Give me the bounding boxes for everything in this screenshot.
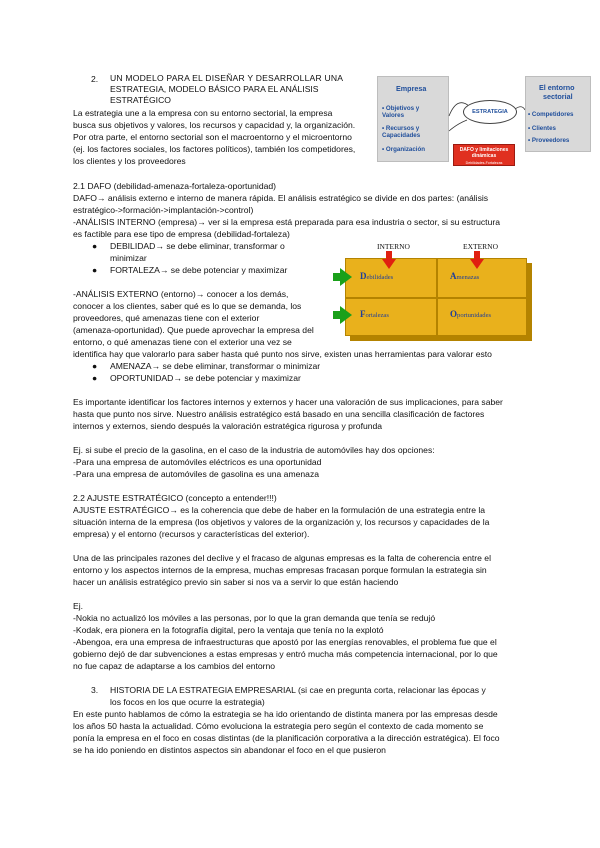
section-number: 2. [91, 74, 99, 84]
section-number: 3. [91, 685, 99, 695]
bullet-icon: ● [92, 361, 98, 371]
externo-line: conocer a los clientes, saber qué es lo que se demanda, los [73, 301, 302, 311]
dafo-box-title: DAFO y limitaciones [459, 147, 509, 153]
bullet-oportunidad: OPORTUNIDAD→ se debe potenciar y maximizar [110, 373, 301, 383]
entorno-item: • Proveedores [528, 137, 570, 144]
ajuste-para-line: hacer un análisis estratégico previo sin saber si nos va a servir lo que están haciendo [73, 577, 399, 587]
dafo-line: -ANÁLISIS INTERNO (empresa)→ ver si la empresa está preparada para esa industria o sector, si su estructura [73, 217, 500, 227]
intro-line: La estrategia une a la empresa con su entorno sectorial, la empresa [73, 108, 333, 118]
dafo-grid [345, 258, 527, 336]
entorno-item: • Clientes [528, 125, 556, 132]
cell-fortalezas: Fortalezas [360, 309, 389, 319]
bullet-icon: ● [92, 373, 98, 383]
ej-line: -Abengoa, era una empresa de infraestructuras que apostó por las energías renovables, el problema fue que el [73, 637, 497, 647]
intro-line: (ej. los factores sociales, los factores políticos), también los competidores, [73, 144, 356, 154]
historia-line: ponía la empresa en el foco en cosas distintas (de la planificación corporativa a la dirección estratégica). El foco [73, 733, 500, 743]
arrow-interno-icon [386, 251, 392, 259]
dafo-box-sub: Debilidades-Fortalezas [465, 161, 503, 165]
empresa-item: Valores [382, 112, 405, 119]
externo-line: (amenaza-oportunidad). Que puede aprovechar la empresa del [73, 325, 314, 335]
empresa-title: Empresa [396, 84, 427, 93]
bullet-debilidad: DEBILIDAD→ se debe eliminar, transformar o [110, 241, 285, 251]
cell-amenazas: Amenazas [450, 271, 480, 281]
ajuste-line: empresa) y el entorno (recursos y características del exterior). [73, 529, 310, 539]
historia-line: los años 50 hasta la actualidad. Cómo evoluciona la estrategia pero según el contexto de cada momento se [73, 721, 484, 731]
para-line: Es importante identificar los factores internos y externos y hacer una valoración de sus implicaciones, para saber [73, 397, 503, 407]
dafo-line: DAFO→ análisis externo e interno de manera rápida. El análisis estratégico se divide en dos partes: (análisis [73, 193, 489, 203]
arrow-externo-icon [470, 259, 484, 269]
bullet-debilidad-cont: minimizar [110, 253, 147, 263]
ajuste-line: AJUSTE ESTRATÉGICO→ es la coherencia que debe de haber en la formulación de una estrategia entre la [73, 505, 486, 515]
bullet-icon: ● [92, 241, 98, 251]
intro-line: Por otra parte, el entorno sectorial son el macroentorno y el microentorno [73, 132, 352, 142]
example-line: -Para una empresa de automóviles de gasolina es una amenaza [73, 469, 320, 479]
dafo-line: es factible para ese tipo de empresa (debilidad-fortaleza) [73, 229, 290, 239]
section-title-line2: ESTRATEGIA, MODELO BÁSICO PARA EL ANÁLISIS [110, 84, 319, 94]
empresa-item: Capacidades [382, 132, 421, 139]
arrow-externo-icon [474, 251, 480, 259]
ej-line: -Kodak, era pionera en la fotografía digital, pero la ventaja que tenía no la explotó [73, 625, 384, 635]
dafo-limitaciones-box [453, 144, 515, 172]
bullet-icon: ● [92, 265, 98, 275]
cell-debilidades: Debilidades [360, 271, 394, 281]
empresa-item: • Recursos y [382, 125, 420, 132]
arrow-negativo-icon [340, 268, 352, 286]
estrategia-oval: ESTRATEGIA [463, 100, 517, 124]
externo-line: entorno, o qué amenazas tiene con el exterior una vez se [73, 337, 292, 347]
dafo-line: estratégico->formación->implantación->control) [73, 205, 254, 215]
historia-title-line2: los focos en los que ocurre la estrategia) [110, 697, 265, 707]
entorno-title-2: sectorial [543, 92, 573, 101]
cell-oportunidades: Oportunidades [450, 309, 492, 319]
historia-line: se ha ido poniendo en distintos aspectos sin abandonar el foco en el que pusieron [73, 745, 386, 755]
historia-title-line1: HISTORIA DE LA ESTRATEGIA EMPRESARIAL (si cae en pregunta corta, relacionar las épocas y [110, 685, 486, 695]
entorno-box [525, 76, 591, 152]
arrow-positivo-icon [340, 306, 352, 324]
entorno-title-1: El entorno [539, 83, 575, 92]
dafo-heading: 2.1 DAFO (debilidad-amenaza-fortaleza-oportunidad) [73, 181, 277, 191]
empresa-item: • Objetivos y [382, 105, 420, 112]
bullet-fortaleza: FORTALEZA→ se debe potenciar y maximizar [110, 265, 288, 275]
externo-line-full: identifica hay que valorarlo para saber hasta qué punto nos sirve, existen unas herramientas para valorar esto [73, 349, 492, 359]
para-line: internos y externos, siendo después la valoración estratégica rigurosa y profunda [73, 421, 383, 431]
ej-line: no fue capaz de adaptarse a los cambios del entorno [73, 661, 276, 671]
ajuste-line: situación interna de la empresa (los objetivos y valores de la organización y, los recursos y capacidades de la [73, 517, 490, 527]
intro-line: busca sus objetivos y valores, los recursos y capacidad y, la organización. [73, 120, 356, 130]
dafo-matrix [333, 242, 529, 342]
dafo-box-title: dinámicas [471, 153, 497, 159]
historia-line: En este punto hablamos de cómo la estrategia se ha ido orientando de distinta manera por las empresas desde [73, 709, 498, 719]
externo-line: proveedores, qué amenazas tiene con el exterior [73, 313, 260, 323]
ajuste-heading: 2.2 AJUSTE ESTRATÉGICO (concepto a entender!!!) [73, 493, 277, 503]
ej-line: -Nokia no actualizó los móviles a las personas, por lo que la gran demanda que tenía se redujó [73, 613, 436, 623]
dafo-box-sub: Oportunidades-Amenazas [463, 168, 505, 172]
example-line: Ej. si sube el precio de la gasolina, en el caso de la industria de automóviles hay dos opciones: [73, 445, 435, 455]
section-title-line3: ESTRATÉGICO [110, 95, 171, 105]
strategy-diagram [377, 76, 587, 180]
empresa-item: • Organización [382, 146, 426, 153]
example-line: -Para una empresa de automóviles eléctricos es una oportunidad [73, 457, 322, 467]
bullet-amenaza: AMENAZA→ se debe eliminar, transformar o minimizar [110, 361, 321, 371]
arrow-interno-icon [382, 259, 396, 269]
label-interno: INTERNO [377, 242, 410, 251]
para-line: hasta que punto nos sirve. Nuestro análisis estratégico está basado en una sencilla clasificación de factores [73, 409, 485, 419]
externo-line: -ANÁLISIS EXTERNO (entorno)→ conocer a los demás, [73, 289, 289, 299]
ajuste-para-line: Una de las principales razones del declive y el fracaso de algunas empresas es la falta de coherencia entre el [73, 553, 491, 563]
ajuste-para-line: entorno y los aspectos internos de la empresa, muchas empresas fracasan porque formulan la estrategia sin [73, 565, 487, 575]
ej-line: gobierno dejó de dar subvenciones a estas empresas y entró mucha más competencia internacional, por lo que [73, 649, 498, 659]
label-externo: EXTERNO [463, 242, 498, 251]
section-title-line1: UN MODELO PARA EL DISEÑAR Y DESARROLLAR UNA [110, 73, 344, 83]
intro-line: los clientes y los proveedores [73, 156, 186, 166]
entorno-item: • Competidores [528, 111, 574, 118]
ej-label: Ej. [73, 601, 84, 611]
